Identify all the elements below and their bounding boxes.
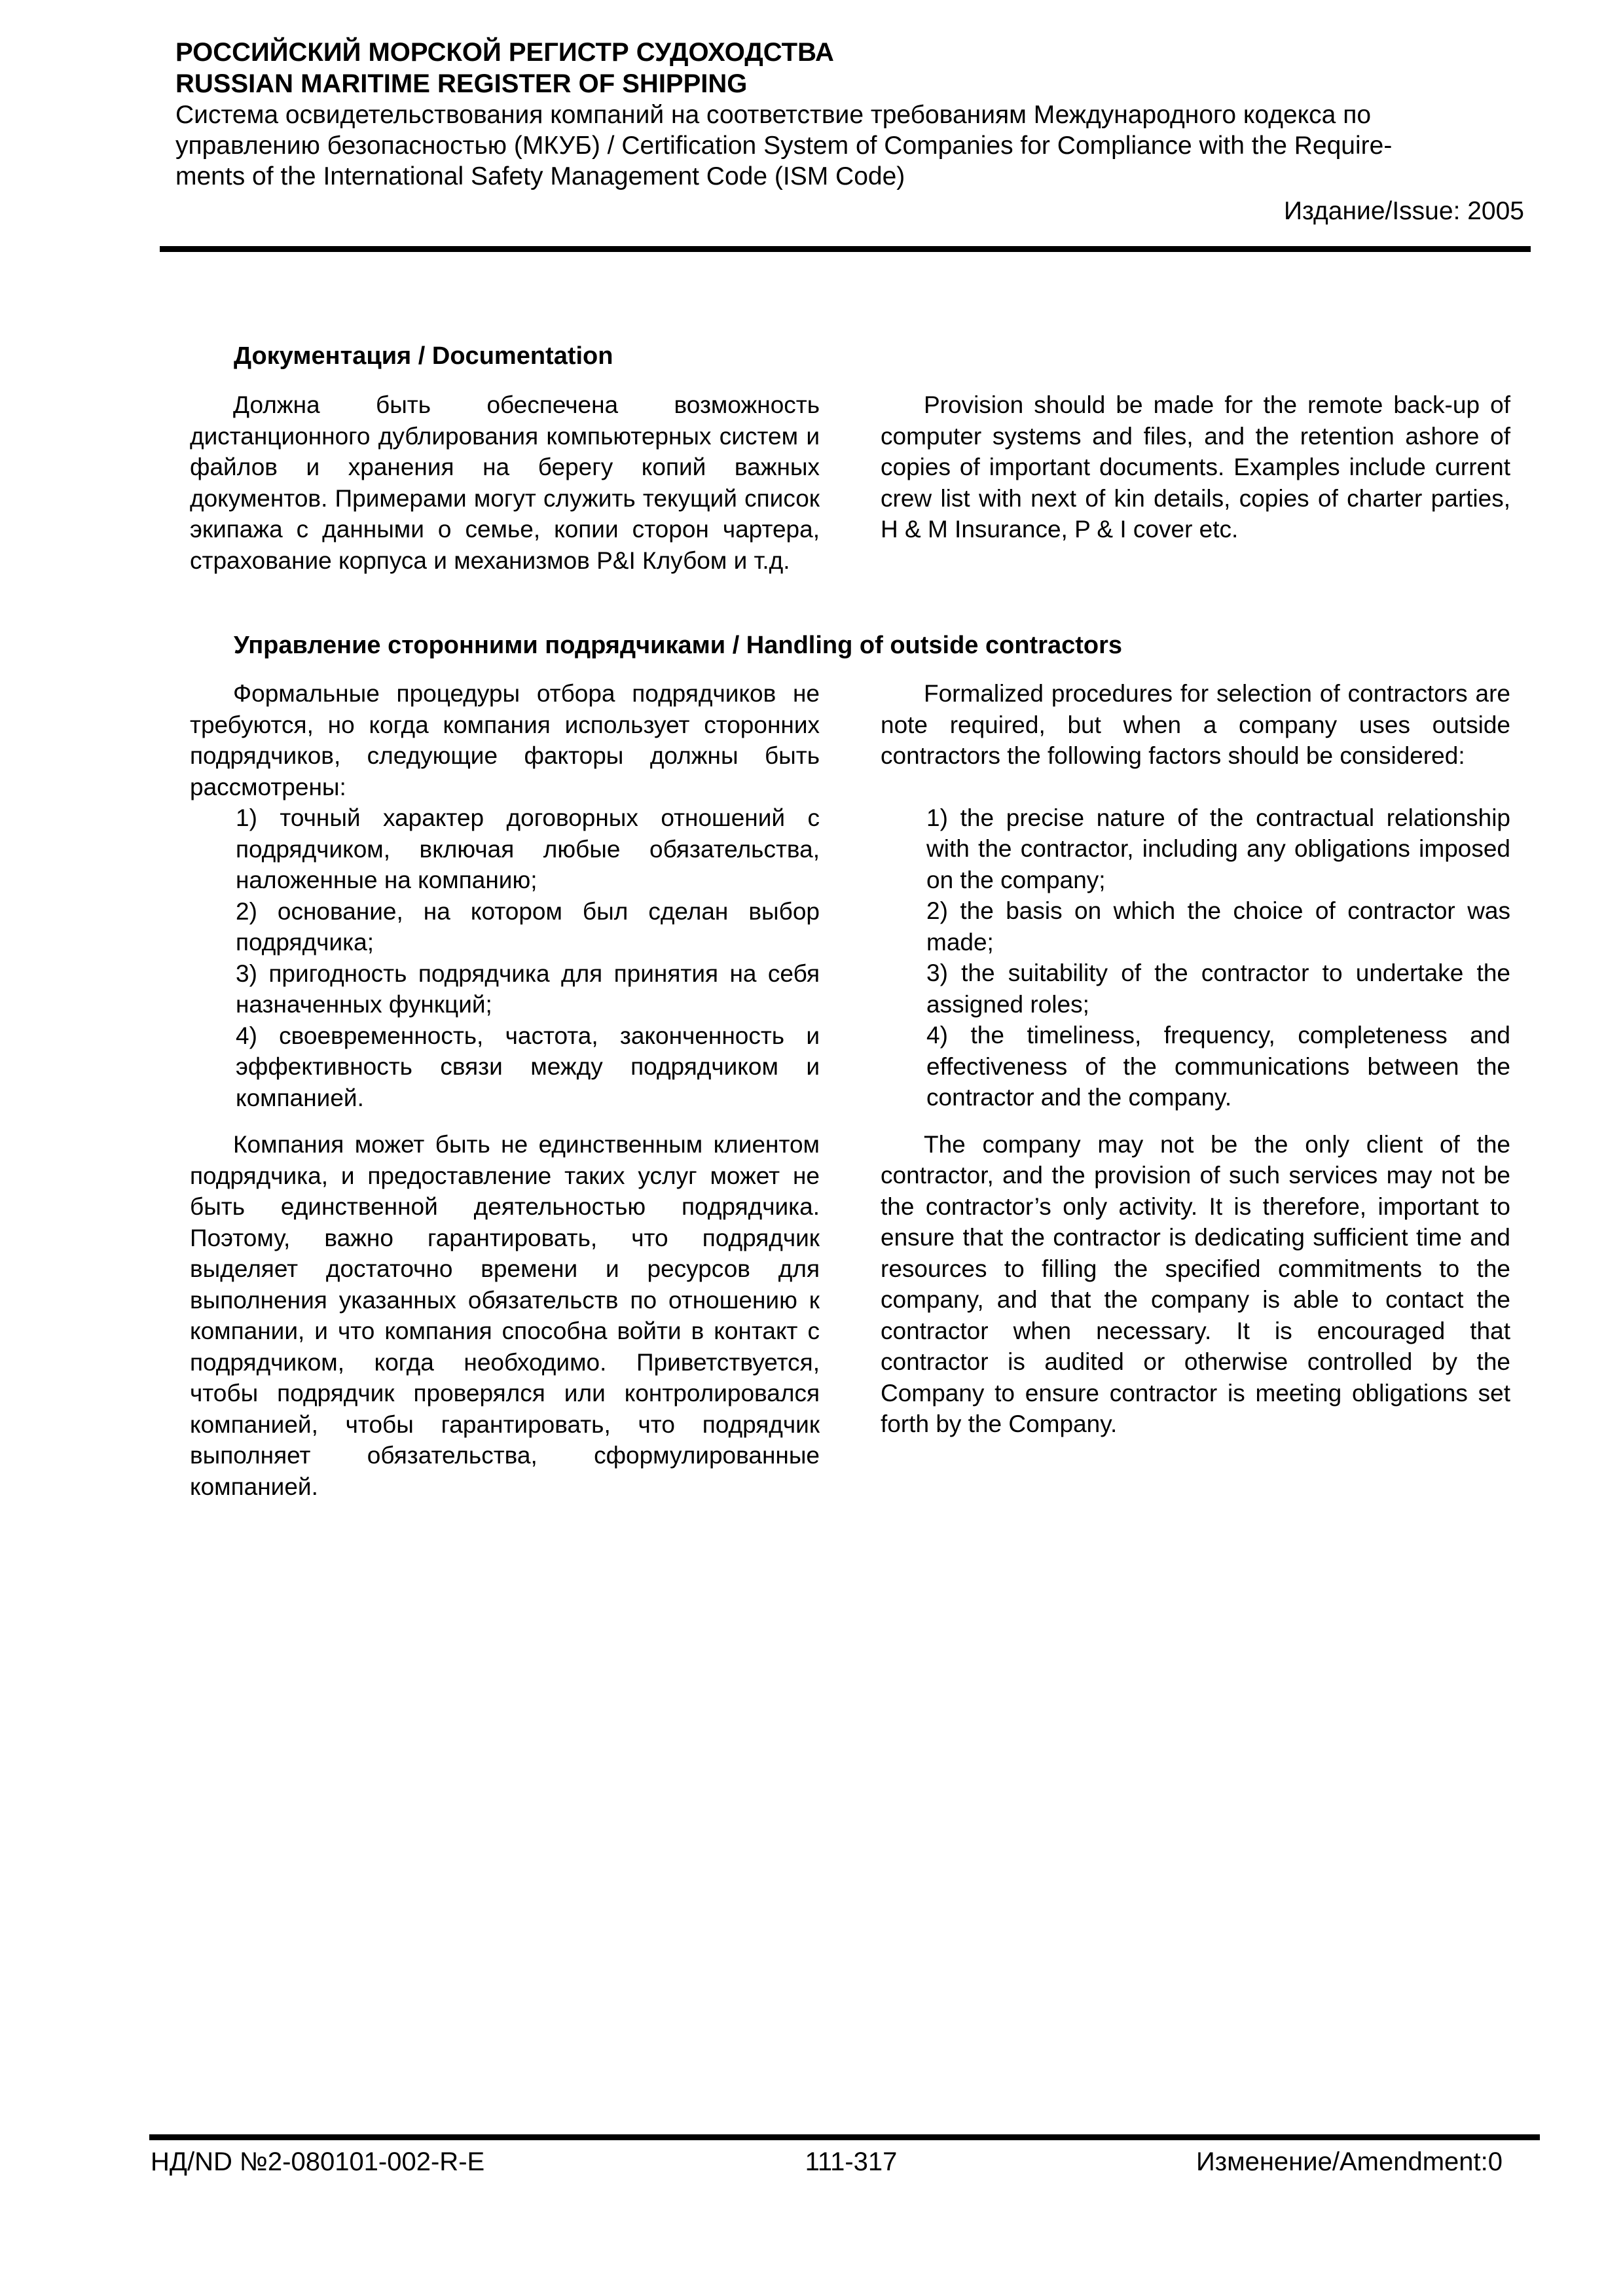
list-item: 1) точный характер договорных отношений с подрядчиком, включая любые обязательства, наложенные на компанию; [236, 804, 820, 893]
contractors-en-column [881, 678, 1510, 1440]
list-item: 3) the suitability of the contractor to undertake the assigned roles; [926, 960, 1510, 1018]
footer-doc-number: НД/ND №2-080101-002-R-E [151, 2147, 485, 2176]
list-item: 2) основание, на котором был сделан выбор подрядчика; [236, 897, 820, 956]
header-title-line-2: управлению безопасностью (МКУБ) / Certification System of Companies for Compliance with the Require- [175, 132, 1393, 160]
list-item: 1) the precise nature of the contractual relationship with the contractor, including any obligations imposed on the company; [926, 804, 1510, 893]
list-item: 3) пригодность подрядчика для принятия на себя назначенных функций; [236, 960, 820, 1018]
list-item: 4) своевременность, частота, законченность и эффективность связи между подрядчиком и компанией. [236, 1022, 820, 1111]
documentation-ru-text: Должна быть обеспечена возможность дистанционного дублирования компьютерных систем и файлов и хранения на берегу копий важных документов. Примерами могут служить текущий список экипажа с данными о семье, копии сторон чартера, страхование корпуса и механизмов P&I Клубом и т.д. [190, 391, 820, 574]
footer-amendment: Изменение/Amendment:0 [1196, 2147, 1503, 2176]
contractors-en-list [881, 802, 1510, 1113]
footer-page-number: 111-317 [805, 2147, 898, 2176]
contractors-ru-list [190, 802, 820, 1113]
header-rule [160, 246, 1531, 252]
documentation-en-column [881, 389, 1510, 545]
issue-label: Издание/Issue: 2005 [1284, 197, 1524, 225]
contractors-ru-intro: Формальные процедуры отбора подрядчиков не требуются, но когда компания использует сторонних подрядчиков, следующие факторы должны быть рассмотрены: [190, 680, 820, 800]
footer-rule [149, 2134, 1540, 2140]
documentation-ru-column [190, 389, 820, 576]
header-title-line-1: Система освидетельствования компаний на соответствие требованиям Международного кодекса по [175, 101, 1372, 129]
org-name-ru: РОССИЙСКИЙ МОРСКОЙ РЕГИСТР СУДОХОДСТВА [175, 38, 834, 67]
document-header [175, 37, 1524, 227]
list-item: 2) the basis on which the choice of contractor was made; [926, 897, 1510, 956]
contractors-en-paragraph: The company may not be the only client of the contractor, and the provision of such services may not be the contractor’s only activity. It is therefore, important to ensure that the contractor is dedicating sufficient time and resources to filling the specified commitments to the company, and that the company is able to contact the contractor when necessary. It is encouraged that contractor is audited or otherwise controlled by the Company to ensure contractor is meeting obligations set forth by the Company. [881, 1130, 1510, 1437]
org-name-en: RUSSIAN MARITIME REGISTER OF SHIPPING [175, 69, 748, 98]
section-heading-contractors: Управление сторонними подрядчиками / Handling of outside contractors [234, 632, 1123, 659]
contractors-ru-paragraph: Компания может быть не единственным клиентом подрядчика, и предоставление таких услуг может не быть единственной деятельностью подрядчика. Поэтому, важно гарантировать, что подрядчик выделяет достаточно времени и ресурсов для выполнения указанных обязательств по отношению к компании, и что компания способна войти в контакт с подрядчиком, когда необходимо. Приветствуется, чтобы подрядчик проверялся или контролировался компанией, чтобы гарантировать, что подрядчик выполняет обязательства, сформулированные компанией. [190, 1131, 820, 1500]
documentation-en-text: Provision should be made for the remote back-up of computer systems and files, and the retention ashore of copies of important documents. Examples include current crew list with next of kin details, copies of charter parties, H & M Insurance, P & I cover etc. [881, 391, 1510, 543]
header-title-line-3: ments of the International Safety Management Code (ISM Code) [175, 162, 905, 190]
contractors-en-intro: Formalized procedures for selection of contractors are note required, but when a company uses outside contractors the following factors should be considered: [881, 680, 1510, 769]
contractors-ru-column [190, 678, 820, 1502]
section-heading-documentation: Документация / Documentation [234, 342, 613, 370]
list-item: 4) the timeliness, frequency, completeness and effectiveness of the communications between the contractor and the company. [926, 1022, 1510, 1111]
